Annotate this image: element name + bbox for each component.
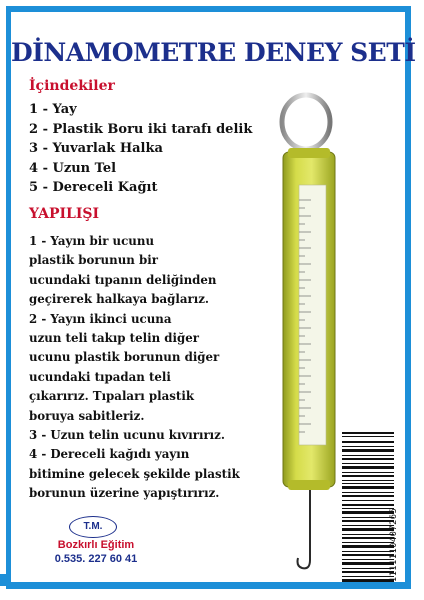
procedure-line: boruya sabitleriz. <box>29 408 145 423</box>
procedure-line: ucunu plastik borunun diğer <box>29 350 220 365</box>
procedure-line: geçirerek halkaya bağlarız. <box>29 292 210 307</box>
barcode-number-text: 1111110407265 <box>389 507 399 582</box>
procedure-line: uzun teli takıp telin diğer <box>29 330 199 345</box>
procedure-line: ucundaki tıpanın deliğinden <box>29 272 217 287</box>
procedure-line: bitimine gelecek şekilde plastik <box>29 466 240 481</box>
list-item: 5 - Dereceli Kağıt <box>29 180 158 195</box>
list-item: 4 - Uzun Tel <box>29 160 117 176</box>
procedure-text <box>29 232 274 503</box>
procedure-heading: YAPILIŞI <box>29 206 100 222</box>
procedure-line: 2 - Yayın ikinci ucuna <box>29 311 172 326</box>
contents-list <box>29 102 252 200</box>
procedure-line: borunun üzerine yapıştırırız. <box>29 486 220 501</box>
phone-number: 0.535. 227 60 41 <box>54 553 138 565</box>
company-name: Bozkırlı Eğitim <box>57 539 135 551</box>
ring-icon <box>282 95 330 149</box>
product-card <box>11 12 416 582</box>
bottom-cap <box>288 480 330 490</box>
hook-wire <box>298 490 311 568</box>
top-cap <box>288 148 330 158</box>
list-item: 3 - Yuvarlak Halka <box>29 141 163 156</box>
procedure-line: çıkarırız. Tıpaları plastik <box>29 389 194 404</box>
brand-logo: T.M. <box>69 516 117 538</box>
procedure-line: 4 - Dereceli kağıdı yayın <box>29 447 190 462</box>
list-item: 1 - Yay <box>29 102 77 117</box>
page-title: DİNAMOMETRE DENEY SETİ <box>11 38 416 67</box>
contents-heading: İçindekiler <box>29 78 115 94</box>
procedure-line: 1 - Yayın bir ucunu <box>29 234 155 248</box>
list-item: 2 - Plastik Boru iki tarafı delik <box>29 121 253 137</box>
procedure-line: ucundaki tıpadan teli <box>29 369 171 384</box>
procedure-line: 3 - Uzun telin ucunu kıvırırız. <box>29 427 225 442</box>
corner-mark <box>0 574 8 586</box>
barcode <box>342 432 394 582</box>
barcode-number <box>389 432 399 582</box>
procedure-line: plastik borunun bir <box>29 253 158 268</box>
